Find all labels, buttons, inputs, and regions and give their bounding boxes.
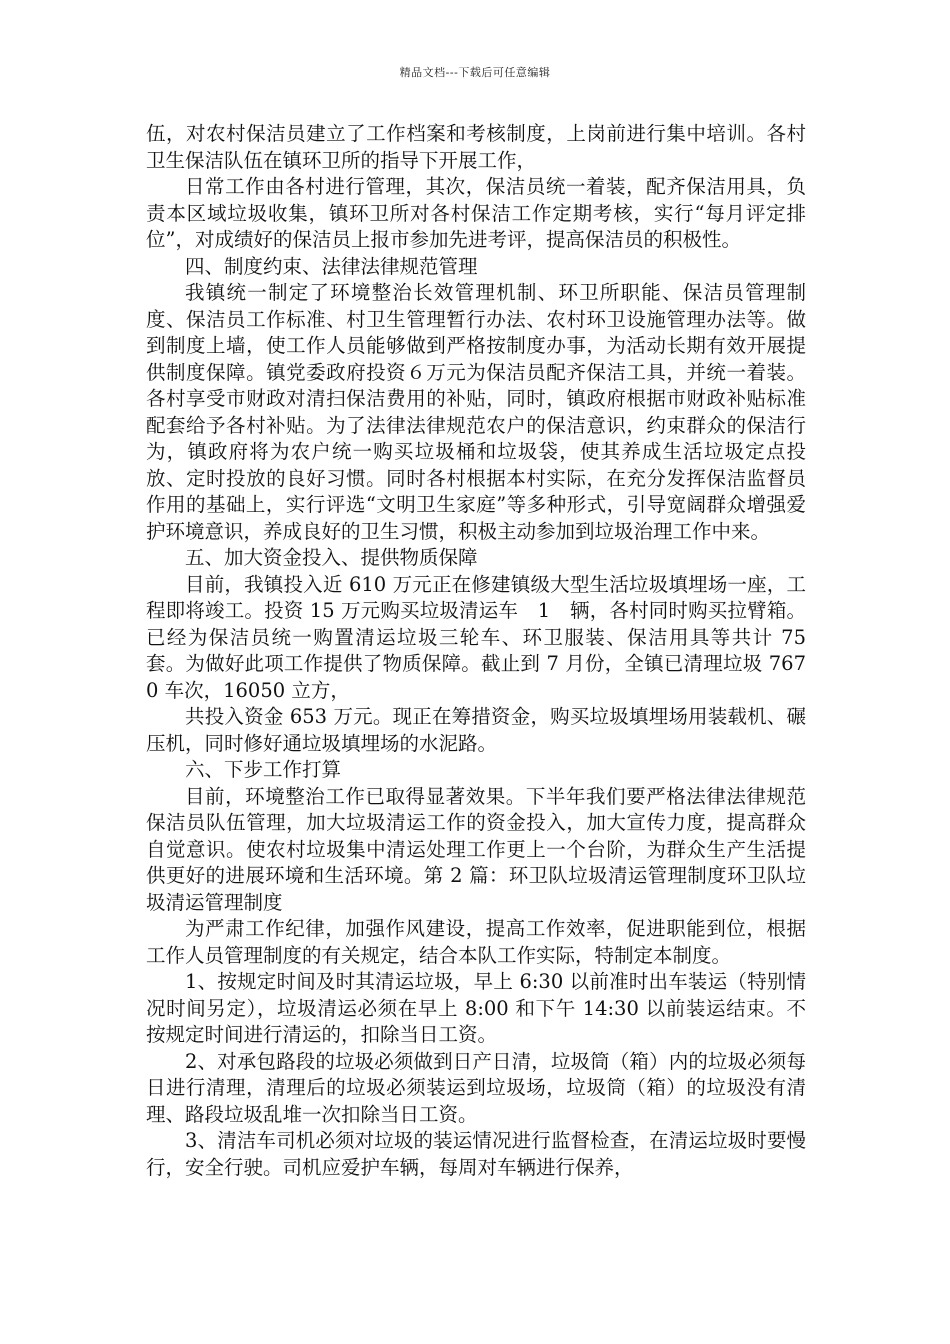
paragraph: 日常工作由各村进行管理，其次，保洁员统一着装，配齐保洁用具，负责本区域垃圾收集，镇环卫所对各村保洁工作定期考核，实行“每月评定排位”，对成绩好的保洁员上报市参加先进考评，提高保洁员的积极性。 xyxy=(146,175,806,251)
paragraph: 目前，我镇投入近 610 万元正在修建镇级大型生活垃圾填埋场一座，工程即将竣工。投资 15 万元购买垃圾清运车 1 辆，各村同时购买拉臂箱。已经为保洁员统一购置清运垃圾三轮车、环卫服装、保洁用具等共计 75 套。为做好此项工作提供了物质保障。截止到 7 月份，全镇已清理垃圾 7670 车次，16050 立方， xyxy=(146,572,806,702)
paragraph: 我镇统一制定了环境整治长效管理机制、环卫所职能、保洁员管理制度、保洁员工作标准、村卫生管理暂行办法、农村环卫设施管理办法等。做到制度上墙，使工作人员能够做到严格按制度办事，为活动长期有效开展提供制度保障。镇党委政府投资６万元为保洁员配齐保洁工具，并统一着装。各村享受市财政对清扫保洁费用的补贴，同时，镇政府根据市财政补贴标准配套给予各村补贴。为了法律法律规范农户的保洁意识，约束群众的保洁行为，镇政府将为农户统一购买垃圾桶和垃圾袋，使其养成生活垃圾定点投放、定时投放的良好习惯。同时各村根据本村实际，在充分发挥保洁监督员作用的基础上，实行评选“文明卫生家庭”等多种形式，引导宽阔群众增强爱护环境意识，养成良好的卫生习惯，积极主动参加到垃圾治理工作中来。 xyxy=(146,281,806,543)
paragraph: 伍，对农村保洁员建立了工作档案和考核制度，上岗前进行集中培训。各村卫生保洁队伍在镇环卫所的指导下开展工作， xyxy=(146,122,806,172)
section-heading: 六、下步工作打算 xyxy=(185,758,342,781)
paragraph: 目前，环境整治工作已取得显著效果。下半年我们要严格法律法律规范保洁员队伍管理，加大垃圾清运工作的资金投入，加大宣传力度，提高群众自觉意识。使农村垃圾集中清运处理工作更上一个台阶，为群众生产生活提供更好的进展环境和生活环境。第 2 篇：环卫队垃圾清运管理制度环卫队垃圾清运管理制度 xyxy=(146,784,806,914)
page-header: 精品文档---下载后可任意编辑 xyxy=(399,66,551,79)
paragraph: 共投入资金 653 万元。现正在筹措资金，购买垃圾填埋场用装载机、碾压机，同时修好通垃圾填埋场的水泥路。 xyxy=(146,705,806,755)
list-item: 2、对承包路段的垃圾必须做到日产日清，垃圾筒（箱）内的垃圾必须每日进行清理，清理后的垃圾必须装运到垃圾场，垃圾筒（箱）的垃圾没有清理、路段垃圾乱堆一次扣除当日工资。 xyxy=(146,1049,806,1126)
list-item: 1、按规定时间及时其清运垃圾，早上 6:30 以前准时出车装运（特别情况时间另定），垃圾清运必须在早上 8:00 和下午 14:30 以前装运结束。不按规定时间进行清运的，扣除当日工资。 xyxy=(146,970,806,1046)
section-heading: 五、加大资金投入、提供物质保障 xyxy=(185,546,478,569)
list-item: 3、清洁车司机必须对垃圾的装运情况进行监督检查，在清运垃圾时要慢行，安全行驶。司机应爱护车辆，每周对车辆进行保养， xyxy=(146,1129,806,1179)
paragraph: 为严肃工作纪律，加强作风建设，提高工作效率，促进职能到位，根据工作人员管理制度的有关规定，结合本队工作实际，特制定本制度。 xyxy=(146,917,806,967)
document-body xyxy=(146,121,806,1181)
section-heading: 四、制度约束、法律法律规范管理 xyxy=(185,254,478,278)
